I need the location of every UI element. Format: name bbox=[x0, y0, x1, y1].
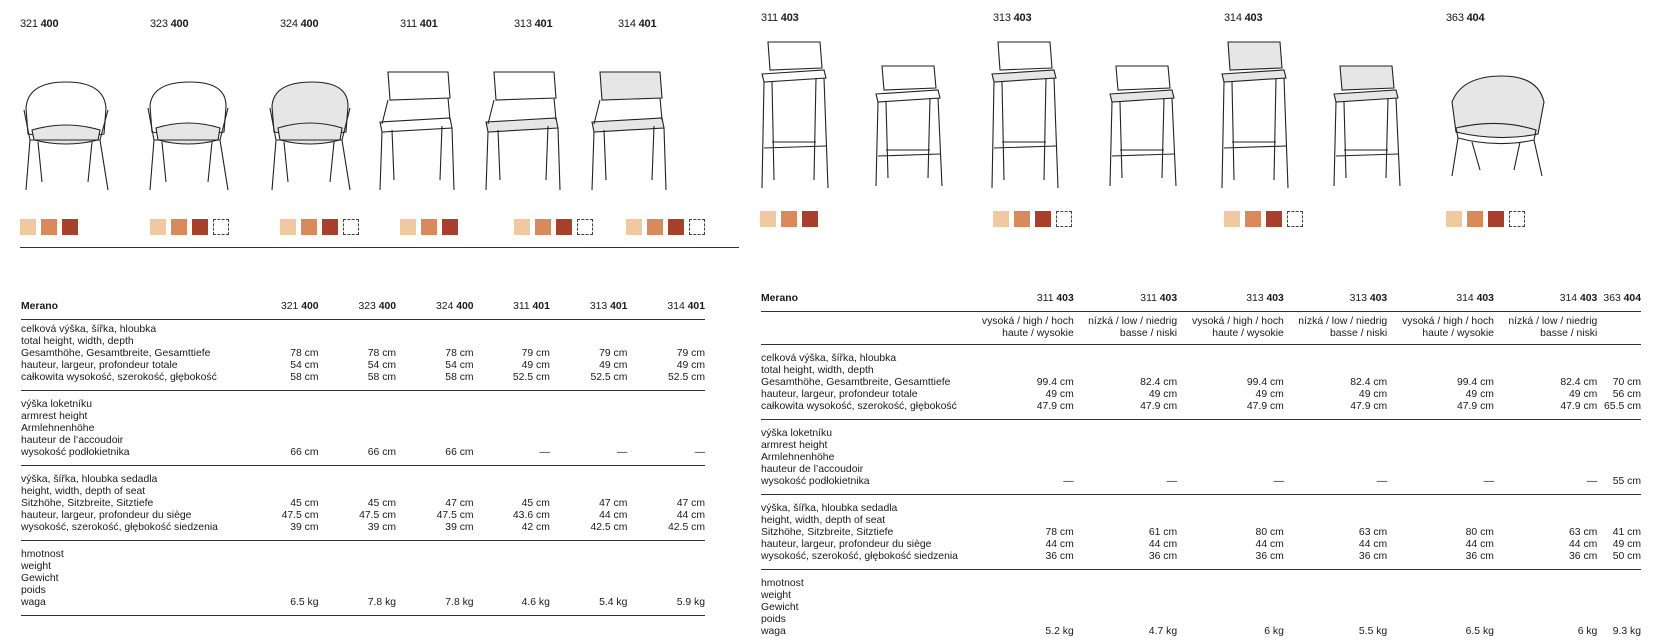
table-cell: 63 cm 44 cm 36 cm bbox=[1284, 495, 1387, 570]
product-code: 324 400 bbox=[280, 18, 318, 30]
table-cell: 99.4 cm 49 cm 47.9 cm bbox=[1177, 345, 1284, 420]
wood-swatch bbox=[62, 219, 78, 235]
column-header: 363 404 bbox=[1597, 293, 1641, 312]
product-code: 311 401 bbox=[400, 18, 438, 30]
table-cell: 5.9 kg bbox=[627, 541, 705, 616]
table-cell: 82.4 cm 49 cm 47.9 cm bbox=[1494, 345, 1597, 420]
upholstery-swatch bbox=[689, 219, 705, 235]
table-cell: 78 cm 44 cm 36 cm bbox=[967, 495, 1074, 570]
upholstery-swatch bbox=[343, 219, 359, 235]
table-cell: 4.6 kg bbox=[474, 541, 550, 616]
column-subheader: nízká / low / niedrig basse / niski bbox=[1494, 312, 1597, 345]
table-row bbox=[21, 391, 705, 466]
table-cell: 78 cm 54 cm 58 cm bbox=[319, 320, 397, 391]
table-cell: 79 cm 49 cm 52.5 cm bbox=[550, 320, 628, 391]
table-cell: — bbox=[627, 391, 705, 466]
table-cell: 79 cm 49 cm 52.5 cm bbox=[474, 320, 550, 391]
table-cell: 47 cm 47.5 cm 39 cm bbox=[396, 466, 474, 541]
column-header: 311 403 bbox=[967, 293, 1074, 312]
chair-illustration bbox=[480, 68, 564, 196]
wood-swatch bbox=[400, 219, 416, 235]
column-header: 313 403 bbox=[1177, 293, 1284, 312]
wood-swatch bbox=[1488, 211, 1504, 227]
table-cell: 47 cm 44 cm 42.5 cm bbox=[627, 466, 705, 541]
product-code: 323 400 bbox=[150, 18, 188, 30]
armchair-illustration bbox=[262, 78, 358, 196]
row-label: hmotnost weight Gewicht poids waga bbox=[761, 570, 967, 644]
product-code: 313 401 bbox=[514, 18, 552, 30]
wood-swatch bbox=[20, 219, 36, 235]
wood-swatch bbox=[514, 219, 530, 235]
table-cell: 80 cm 44 cm 36 cm bbox=[1387, 495, 1494, 570]
table-cell: — bbox=[1284, 420, 1387, 495]
row-label: výška loketníku armrest height Armlehnenhöhe hauteur de l’accoudoir wysokość podłokietnika bbox=[761, 420, 967, 495]
product-code: 363 404 bbox=[1446, 12, 1484, 24]
bar-stool-high-illustration bbox=[758, 38, 834, 192]
table-cell: 61 cm 44 cm 36 cm bbox=[1074, 495, 1177, 570]
wood-swatch bbox=[668, 219, 684, 235]
table-title: Merano bbox=[21, 301, 241, 320]
product-code: 313 403 bbox=[993, 12, 1031, 24]
bar-stool-high-illustration bbox=[988, 38, 1064, 192]
table-cell: 6 kg bbox=[1177, 570, 1284, 644]
bar-stool-low-illustration bbox=[1106, 62, 1182, 190]
table-cell: 7.8 kg bbox=[396, 541, 474, 616]
column-header: 311 403 bbox=[1074, 293, 1177, 312]
wood-swatch bbox=[760, 211, 776, 227]
table-cell: 45 cm 47.5 cm 39 cm bbox=[241, 466, 319, 541]
table-cell: 5.4 kg bbox=[550, 541, 628, 616]
table-cell: 5.5 kg bbox=[1284, 570, 1387, 644]
row-label: výška, šířka, hloubka sedadla height, width, depth of seat Sitzhöhe, Sitzbreite, Sitztiefe hauteur, largeur, profondeur du siège wysokość, szerokość, głębokość siedzenia bbox=[761, 495, 967, 570]
row-label: hmotnost weight Gewicht poids waga bbox=[21, 541, 241, 616]
section-divider bbox=[20, 247, 739, 248]
table-cell: 82.4 cm 49 cm 47.9 cm bbox=[1074, 345, 1177, 420]
wood-swatch bbox=[1446, 211, 1462, 227]
upholstery-swatch bbox=[213, 219, 229, 235]
table-cell: 66 cm bbox=[241, 391, 319, 466]
table-row bbox=[21, 541, 705, 616]
table-row bbox=[21, 320, 705, 391]
wood-swatch bbox=[421, 219, 437, 235]
table-cell: — bbox=[967, 420, 1074, 495]
upholstery-swatch bbox=[577, 219, 593, 235]
wood-swatch bbox=[781, 211, 797, 227]
table-cell: — bbox=[1074, 420, 1177, 495]
table-cell: 7.8 kg bbox=[319, 541, 397, 616]
wood-swatch bbox=[626, 219, 642, 235]
table-cell: 70 cm 56 cm 65.5 cm bbox=[1597, 345, 1641, 420]
table-cell: 78 cm 54 cm 58 cm bbox=[241, 320, 319, 391]
wood-swatch bbox=[802, 211, 818, 227]
chair-illustration bbox=[586, 68, 670, 196]
column-subheader: vysoká / high / hoch haute / wysokie bbox=[1387, 312, 1494, 345]
table-cell: 66 cm bbox=[396, 391, 474, 466]
table-cell: — bbox=[474, 391, 550, 466]
bar-stool-low-illustration bbox=[872, 62, 948, 190]
table-cell: — bbox=[550, 391, 628, 466]
column-header: 314 403 bbox=[1387, 293, 1494, 312]
wood-swatch bbox=[442, 219, 458, 235]
wood-swatch bbox=[322, 219, 338, 235]
table-cell: 4.7 kg bbox=[1074, 570, 1177, 644]
table-row bbox=[21, 466, 705, 541]
table-row bbox=[761, 312, 1641, 345]
row-label: výška, šířka, hloubka sedadla height, width, depth of seat Sitzhöhe, Sitzbreite, Sitztiefe hauteur, largeur, profondeur du siège wysokość, szerokość, głębokość siedzenia bbox=[21, 466, 241, 541]
row-label: celková výška, šířka, hloubka total height, width, depth Gesamthöhe, Gesamtbreite, Gesamttiefe hauteur, largeur, profondeur totale całkowita wysokość, szerokość, głębokość bbox=[761, 345, 967, 420]
table-cell: 6.5 kg bbox=[241, 541, 319, 616]
table-cell: 66 cm bbox=[319, 391, 397, 466]
wood-swatch bbox=[171, 219, 187, 235]
column-subheader: nízká / low / niedrig basse / niski bbox=[1284, 312, 1387, 345]
bar-stool-low-illustration bbox=[1330, 62, 1406, 190]
column-subheader: vysoká / high / hoch haute / wysokie bbox=[967, 312, 1074, 345]
wood-swatch bbox=[301, 219, 317, 235]
column-subheader bbox=[1597, 312, 1641, 345]
table-cell: 45 cm 43.6 cm 42 cm bbox=[474, 466, 550, 541]
column-header: 321 400 bbox=[241, 301, 319, 320]
wood-swatch bbox=[41, 219, 57, 235]
wood-swatch bbox=[150, 219, 166, 235]
wood-swatch bbox=[1467, 211, 1483, 227]
table-cell: 47 cm 44 cm 42.5 cm bbox=[550, 466, 628, 541]
table-row bbox=[761, 420, 1641, 495]
wood-swatch bbox=[1014, 211, 1030, 227]
table-cell: 99.4 cm 49 cm 47.9 cm bbox=[1387, 345, 1494, 420]
wood-swatch bbox=[993, 211, 1009, 227]
column-header: 313 401 bbox=[550, 301, 628, 320]
table-row bbox=[761, 570, 1641, 644]
column-header: 314 401 bbox=[627, 301, 705, 320]
table-cell: 5.2 kg bbox=[967, 570, 1074, 644]
wood-swatch bbox=[1035, 211, 1051, 227]
table-cell: — bbox=[1387, 420, 1494, 495]
lounge-chair-illustration bbox=[1442, 72, 1548, 180]
armchair-illustration bbox=[18, 78, 114, 196]
wood-swatch bbox=[1245, 211, 1261, 227]
armchair-illustration bbox=[140, 78, 236, 196]
table-cell: 82.4 cm 49 cm 47.9 cm bbox=[1284, 345, 1387, 420]
table-cell: 78 cm 54 cm 58 cm bbox=[396, 320, 474, 391]
table-cell: 6.5 kg bbox=[1387, 570, 1494, 644]
table-cell: 63 cm 44 cm 36 cm bbox=[1494, 495, 1597, 570]
column-header: 314 403 bbox=[1494, 293, 1597, 312]
table-cell: 80 cm 44 cm 36 cm bbox=[1177, 495, 1284, 570]
wood-swatch bbox=[1224, 211, 1240, 227]
table-cell: 6 kg bbox=[1494, 570, 1597, 644]
product-code: 314 403 bbox=[1224, 12, 1262, 24]
wood-swatch bbox=[535, 219, 551, 235]
product-code: 314 401 bbox=[618, 18, 656, 30]
upholstery-swatch bbox=[1509, 211, 1525, 227]
upholstery-swatch bbox=[1056, 211, 1072, 227]
wood-swatch bbox=[192, 219, 208, 235]
table-row bbox=[761, 345, 1641, 420]
table-cell: — bbox=[1177, 420, 1284, 495]
column-subheader: vysoká / high / hoch haute / wysokie bbox=[1177, 312, 1284, 345]
upholstery-swatch bbox=[1287, 211, 1303, 227]
wood-swatch bbox=[280, 219, 296, 235]
wood-swatch bbox=[1266, 211, 1282, 227]
product-code: 321 400 bbox=[20, 18, 58, 30]
wood-swatch bbox=[647, 219, 663, 235]
column-header: 323 400 bbox=[319, 301, 397, 320]
table-title: Merano bbox=[761, 293, 967, 312]
product-code: 311 403 bbox=[761, 12, 799, 24]
wood-swatch bbox=[556, 219, 572, 235]
column-header: 311 401 bbox=[474, 301, 550, 320]
table-cell: 9.3 kg bbox=[1597, 570, 1641, 644]
row-label: výška loketníku armrest height Armlehnenhöhe hauteur de l’accoudoir wysokość podłokietnika bbox=[21, 391, 241, 466]
spec-table-right bbox=[761, 293, 1641, 644]
table-cell: — bbox=[1494, 420, 1597, 495]
spec-table-left bbox=[21, 301, 705, 616]
table-cell: 55 cm bbox=[1597, 420, 1641, 495]
chair-illustration bbox=[374, 68, 458, 196]
column-header: 313 403 bbox=[1284, 293, 1387, 312]
bar-stool-high-illustration bbox=[1218, 38, 1294, 192]
table-cell: 45 cm 47.5 cm 39 cm bbox=[319, 466, 397, 541]
table-cell: 41 cm 49 cm 50 cm bbox=[1597, 495, 1641, 570]
table-cell: 79 cm 49 cm 52.5 cm bbox=[627, 320, 705, 391]
table-row bbox=[761, 495, 1641, 570]
column-subheader: nízká / low / niedrig basse / niski bbox=[1074, 312, 1177, 345]
row-label: celková výška, šířka, hloubka total height, width, depth Gesamthöhe, Gesamtbreite, Gesamttiefe hauteur, largeur, profondeur totale całkowita wysokość, szerokość, głębokość bbox=[21, 320, 241, 391]
column-header: 324 400 bbox=[396, 301, 474, 320]
table-cell: 99.4 cm 49 cm 47.9 cm bbox=[967, 345, 1074, 420]
